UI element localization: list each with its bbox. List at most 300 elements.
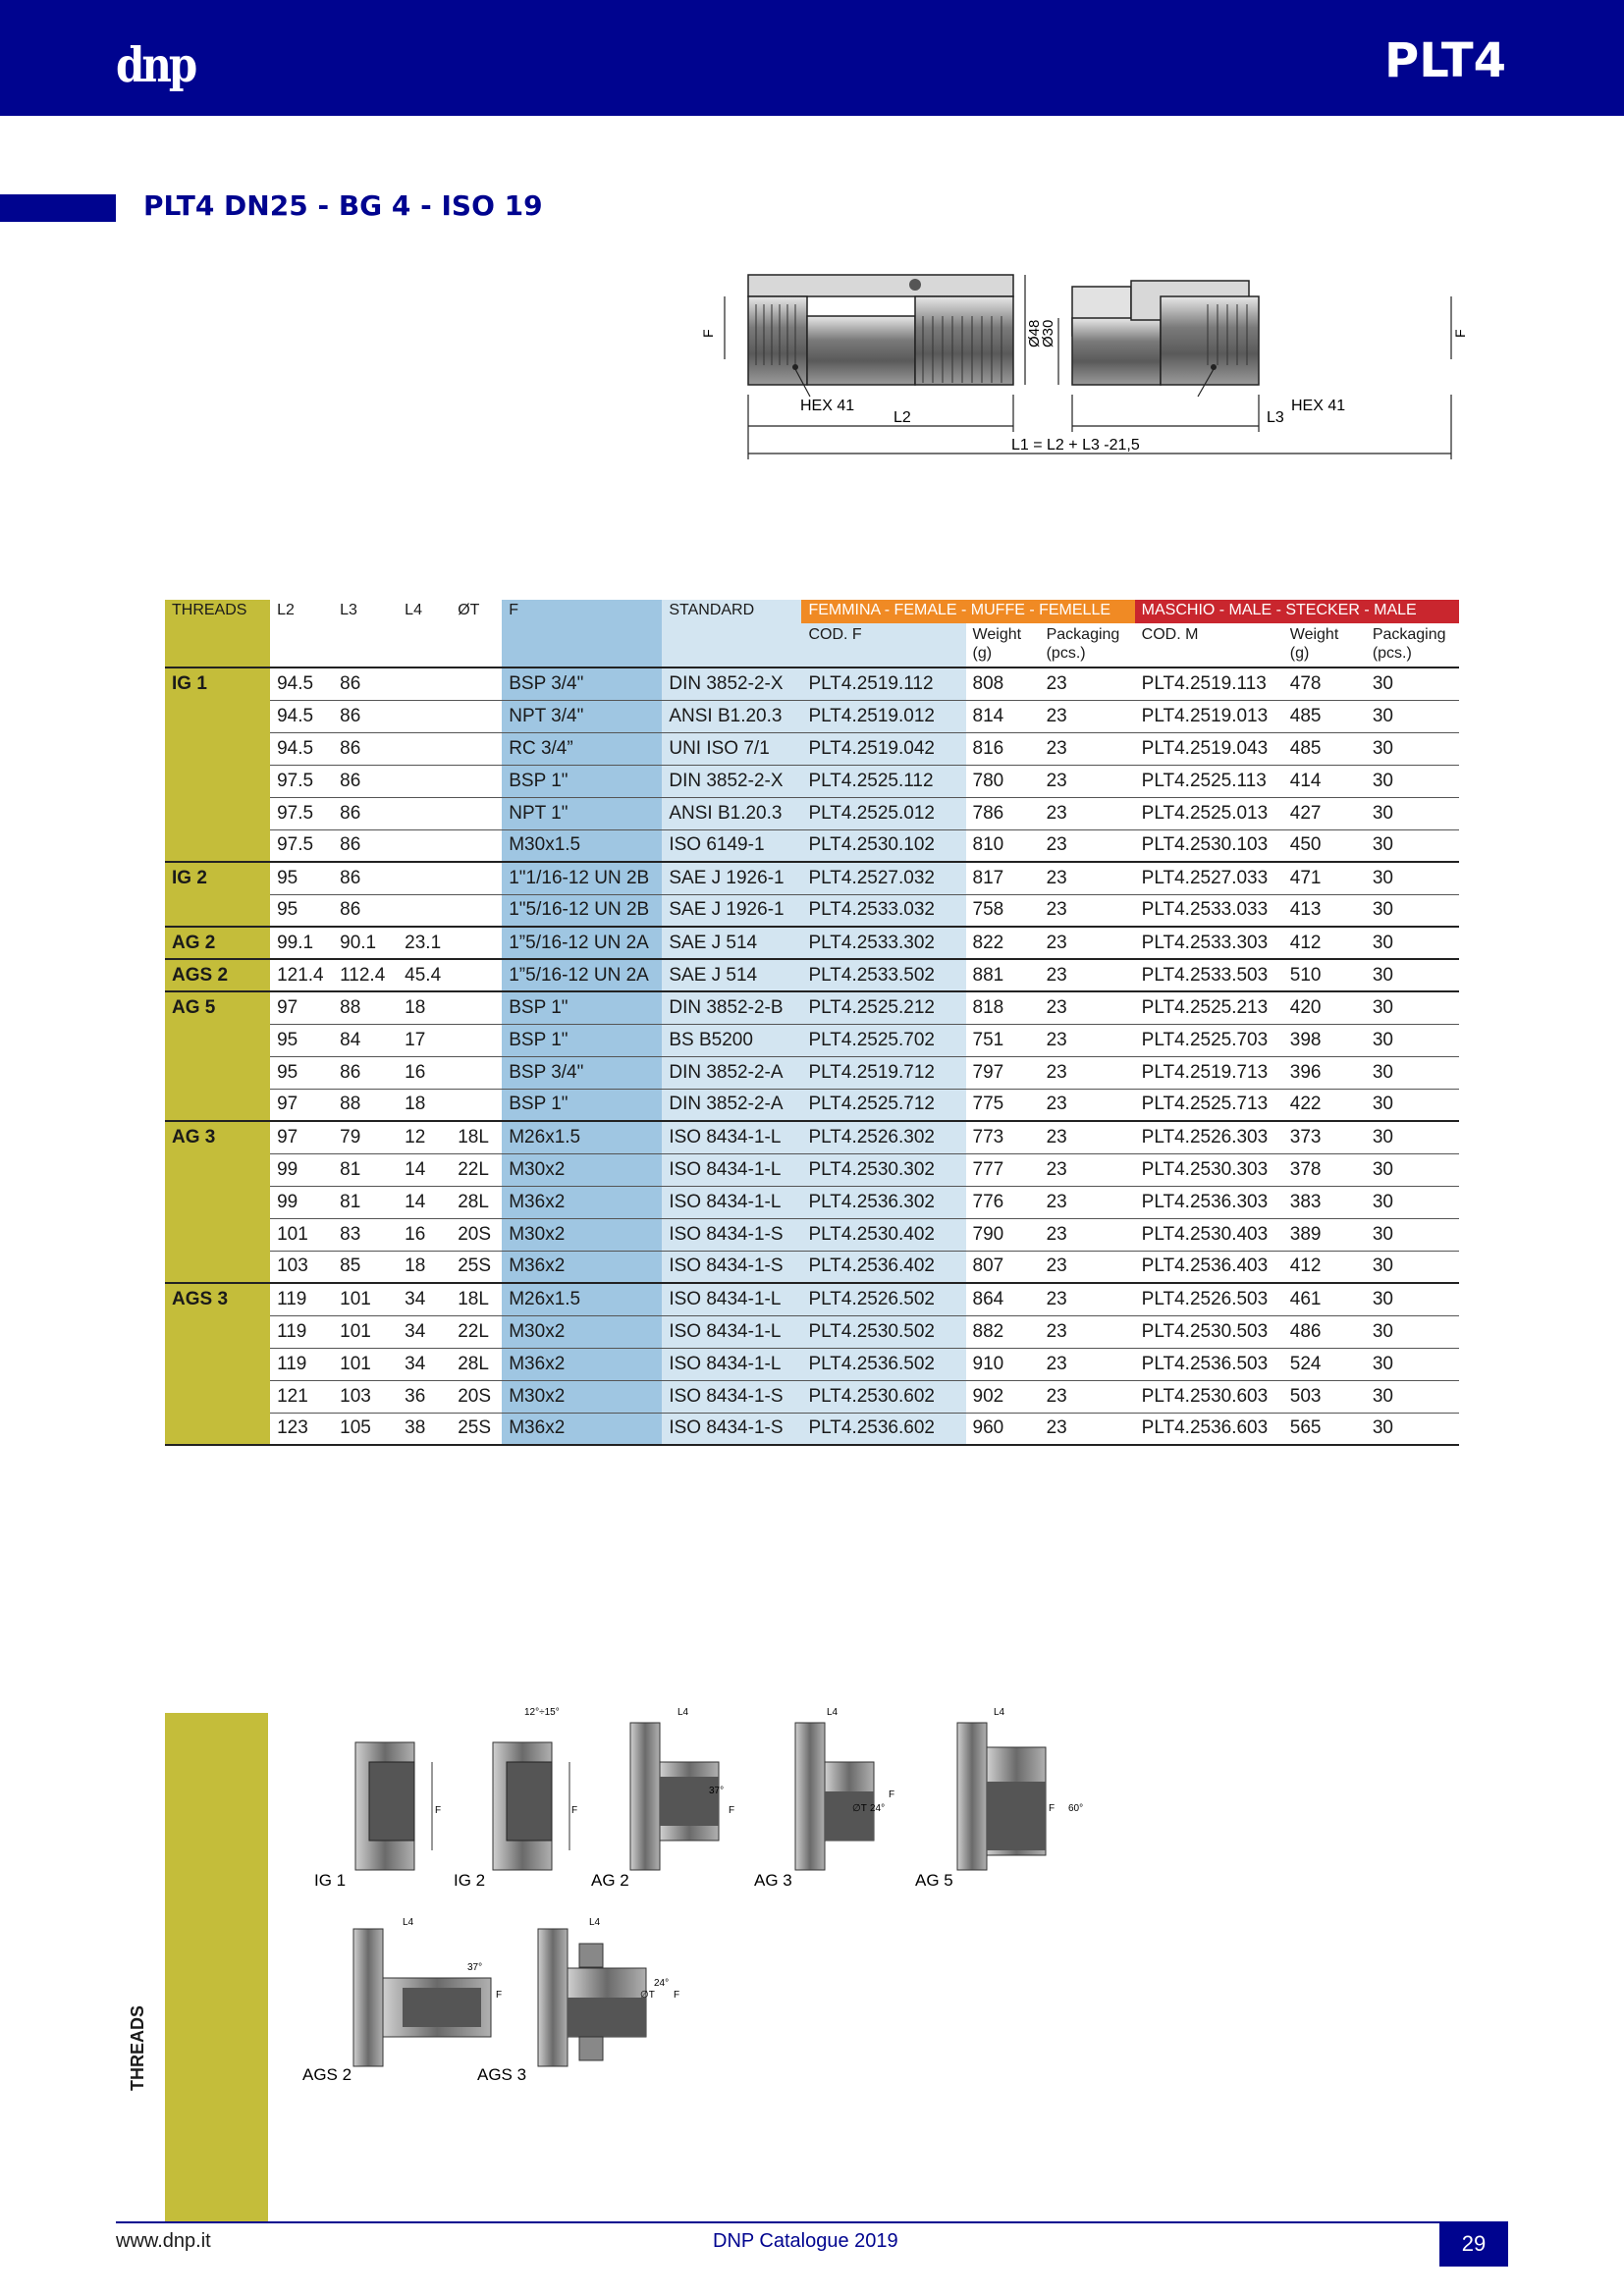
thread-ag3-drawing (795, 1723, 874, 1870)
cell-wm: 503 (1283, 1380, 1366, 1413)
cell-codm: PLT4.2530.303 (1135, 1153, 1283, 1186)
table-body (165, 667, 1459, 1445)
cell-ot (451, 1056, 502, 1089)
cell-codm: PLT4.2530.403 (1135, 1218, 1283, 1251)
cell-codm: PLT4.2530.503 (1135, 1315, 1283, 1348)
table-row (165, 1251, 1459, 1283)
cell-pm: 30 (1366, 1056, 1459, 1089)
cell-ot (451, 829, 502, 862)
table-row (165, 1153, 1459, 1186)
f-dimension-left: F (700, 329, 716, 338)
cell-f: M30x2 (502, 1153, 662, 1186)
cell-ot (451, 765, 502, 797)
cell-f: 1"1/16-12 UN 2B (502, 862, 662, 894)
cell-wm: 420 (1283, 991, 1366, 1024)
cell-codf: PLT4.2519.712 (801, 1056, 965, 1089)
table-row (165, 1218, 1459, 1251)
l2-dim-label: L2 (893, 409, 911, 426)
cell-codf: PLT4.2536.502 (801, 1348, 965, 1380)
cell-pm: 30 (1366, 1186, 1459, 1218)
table-row (165, 1283, 1459, 1315)
table-row (165, 1121, 1459, 1153)
table-row (165, 1056, 1459, 1089)
cell-std: DIN 3852-2-A (662, 1089, 801, 1121)
cell-ot (451, 1024, 502, 1056)
cell-l4 (398, 700, 451, 732)
header-standard: STANDARD (662, 600, 801, 623)
cell-ot (451, 959, 502, 991)
page-number: 29 (1439, 2221, 1508, 2267)
cell-l4: 14 (398, 1186, 451, 1218)
table-row (165, 959, 1459, 991)
cell-codf: PLT4.2527.032 (801, 862, 965, 894)
cell-pf: 23 (1040, 959, 1135, 991)
header-weight-m: Weight (g) (1283, 623, 1366, 667)
cell-ot (451, 1089, 502, 1121)
cell-std: ISO 6149-1 (662, 829, 801, 862)
hex-left-label: HEX 41 (800, 398, 855, 414)
cell-l2: 99 (270, 1186, 333, 1218)
table-row (165, 991, 1459, 1024)
cell-wf: 817 (966, 862, 1040, 894)
cell-f: M36x2 (502, 1186, 662, 1218)
cell-l4 (398, 765, 451, 797)
cell-wf: 910 (966, 1348, 1040, 1380)
cell-codf: PLT4.2533.502 (801, 959, 965, 991)
cell-pf: 23 (1040, 1348, 1135, 1380)
cell-wf: 864 (966, 1283, 1040, 1315)
cell-thread: AG 3 (165, 1121, 270, 1153)
cell-wf: 882 (966, 1315, 1040, 1348)
thread-ig2-label: IG 2 (454, 1871, 486, 1890)
cell-l4 (398, 667, 451, 700)
cell-wf: 775 (966, 1089, 1040, 1121)
table-row (165, 829, 1459, 862)
cell-pf: 23 (1040, 1283, 1135, 1315)
threads-band (165, 1713, 268, 2223)
cell-ot: 20S (451, 1380, 502, 1413)
thread-ag5-angle: 60° (1068, 1803, 1084, 1814)
cell-f: M26x1.5 (502, 1283, 662, 1315)
svg-text:∅T: ∅T (640, 1990, 655, 2001)
header-l2: L2 (277, 602, 295, 618)
cell-l2: 95 (270, 1024, 333, 1056)
cell-wm: 412 (1283, 927, 1366, 959)
table-row (165, 894, 1459, 927)
product-code: PLT4 (1384, 33, 1506, 88)
cell-l4: 18 (398, 1251, 451, 1283)
cell-l3: 88 (333, 991, 398, 1024)
table-row (165, 1315, 1459, 1348)
cell-pm: 30 (1366, 797, 1459, 829)
cell-thread (165, 765, 270, 797)
footer-catalogue: DNP Catalogue 2019 (713, 2230, 898, 2252)
table-row (165, 700, 1459, 732)
cell-std: ISO 8434-1-L (662, 1283, 801, 1315)
thread-ig1-drawing (355, 1742, 432, 1870)
cell-std: DIN 3852-2-B (662, 991, 801, 1024)
product-table (165, 600, 1459, 1446)
svg-text:∅T: ∅T (852, 1803, 867, 1814)
cell-l3: 86 (333, 700, 398, 732)
svg-text:F: F (889, 1789, 895, 1800)
cell-l4: 34 (398, 1283, 451, 1315)
cell-l4: 38 (398, 1413, 451, 1445)
male-coupling-drawing (1072, 281, 1259, 385)
cell-wm: 510 (1283, 959, 1366, 991)
cell-l3: 79 (333, 1121, 398, 1153)
cell-codm: PLT4.2519.713 (1135, 1056, 1283, 1089)
cell-codm: PLT4.2536.603 (1135, 1413, 1283, 1445)
table-row (165, 797, 1459, 829)
cell-ot (451, 732, 502, 765)
cell-f: NPT 1" (502, 797, 662, 829)
cell-wf: 773 (966, 1121, 1040, 1153)
cell-thread (165, 1413, 270, 1445)
cell-l3: 101 (333, 1315, 398, 1348)
cell-l3: 86 (333, 1056, 398, 1089)
cell-wm: 396 (1283, 1056, 1366, 1089)
header-cod-m: COD. M (1135, 623, 1283, 667)
cell-ot: 28L (451, 1186, 502, 1218)
table-row (165, 1186, 1459, 1218)
cell-l2: 97.5 (270, 829, 333, 862)
cell-pf: 23 (1040, 1153, 1135, 1186)
svg-text:F: F (729, 1805, 735, 1816)
cell-pm: 30 (1366, 959, 1459, 991)
diameter-48: Ø48 (1026, 319, 1043, 347)
thread-ags3-label: AGS 3 (477, 2065, 527, 2084)
cell-wm: 478 (1283, 667, 1366, 700)
cell-wf: 810 (966, 829, 1040, 862)
cell-wf: 790 (966, 1218, 1040, 1251)
cell-l4: 16 (398, 1218, 451, 1251)
cell-l3: 81 (333, 1153, 398, 1186)
cell-codm: PLT4.2526.303 (1135, 1121, 1283, 1153)
cell-l2: 103 (270, 1251, 333, 1283)
cell-wm: 427 (1283, 797, 1366, 829)
cell-thread: IG 1 (165, 667, 270, 700)
cell-pf: 23 (1040, 862, 1135, 894)
cell-pm: 30 (1366, 1283, 1459, 1315)
cell-pf: 23 (1040, 1186, 1135, 1218)
cell-l4 (398, 829, 451, 862)
cell-wm: 450 (1283, 829, 1366, 862)
cell-codf: PLT4.2530.102 (801, 829, 965, 862)
cell-pf: 23 (1040, 1251, 1135, 1283)
cell-std: ISO 8434-1-L (662, 1348, 801, 1380)
cell-codm: PLT4.2519.013 (1135, 700, 1283, 732)
cell-pf: 23 (1040, 1121, 1135, 1153)
cell-thread: AGS 2 (165, 959, 270, 991)
cell-f: BSP 3/4" (502, 1056, 662, 1089)
cell-l2: 95 (270, 894, 333, 927)
cell-l3: 90.1 (333, 927, 398, 959)
cell-l4: 12 (398, 1121, 451, 1153)
cell-codm: PLT4.2536.303 (1135, 1186, 1283, 1218)
cell-wm: 485 (1283, 732, 1366, 765)
cell-thread (165, 894, 270, 927)
cell-codm: PLT4.2525.013 (1135, 797, 1283, 829)
cell-f: BSP 1" (502, 1024, 662, 1056)
thread-ags2-label: AGS 2 (302, 2065, 352, 2084)
cell-f: BSP 1" (502, 1089, 662, 1121)
svg-text:L4: L4 (589, 1917, 601, 1928)
cell-codm: PLT4.2519.043 (1135, 732, 1283, 765)
cell-thread (165, 1186, 270, 1218)
cell-l2: 101 (270, 1218, 333, 1251)
cell-codf: PLT4.2525.702 (801, 1024, 965, 1056)
thread-ag2-drawing (630, 1723, 719, 1870)
cell-wf: 960 (966, 1413, 1040, 1445)
cell-l2: 121.4 (270, 959, 333, 991)
cell-codm: PLT4.2530.103 (1135, 829, 1283, 862)
cell-ot: 20S (451, 1218, 502, 1251)
cell-pm: 30 (1366, 862, 1459, 894)
cell-l3: 103 (333, 1380, 398, 1413)
cell-pm: 30 (1366, 1251, 1459, 1283)
l3-dim-label: L3 (1267, 409, 1284, 426)
cell-ot (451, 894, 502, 927)
header-female: FEMMINA - FEMALE - MUFFE - FEMELLE (801, 600, 1134, 623)
svg-text:F: F (496, 1990, 503, 2001)
cell-l2: 99.1 (270, 927, 333, 959)
cell-thread (165, 1153, 270, 1186)
cell-codf: PLT4.2530.302 (801, 1153, 965, 1186)
cell-thread: AG 5 (165, 991, 270, 1024)
cell-codf: PLT4.2519.112 (801, 667, 965, 700)
cell-std: ISO 8434-1-L (662, 1121, 801, 1153)
cell-pm: 30 (1366, 1380, 1459, 1413)
table-row (165, 927, 1459, 959)
cell-wf: 814 (966, 700, 1040, 732)
cell-l3: 84 (333, 1024, 398, 1056)
table-row (165, 667, 1459, 700)
cell-thread (165, 1024, 270, 1056)
cell-thread (165, 1380, 270, 1413)
cell-l4 (398, 862, 451, 894)
cell-std: SAE J 1926-1 (662, 862, 801, 894)
table-row (165, 1024, 1459, 1056)
cell-wf: 751 (966, 1024, 1040, 1056)
cell-codm: PLT4.2525.703 (1135, 1024, 1283, 1056)
cell-l3: 86 (333, 732, 398, 765)
cell-codf: PLT4.2525.112 (801, 765, 965, 797)
cell-wm: 398 (1283, 1024, 1366, 1056)
cell-pf: 23 (1040, 765, 1135, 797)
cell-l2: 123 (270, 1413, 333, 1445)
cell-l2: 99 (270, 1153, 333, 1186)
cell-l4: 34 (398, 1315, 451, 1348)
cell-pf: 23 (1040, 700, 1135, 732)
cell-l3: 88 (333, 1089, 398, 1121)
thread-ag2-angle: 37° (709, 1786, 725, 1796)
cell-wm: 422 (1283, 1089, 1366, 1121)
cell-std: ISO 8434-1-S (662, 1380, 801, 1413)
cell-ot: 18L (451, 1121, 502, 1153)
thread-ag2-label: AG 2 (591, 1871, 629, 1890)
cell-f: 1”5/16-12 UN 2A (502, 927, 662, 959)
title-accent-bar (0, 194, 116, 222)
cell-l2: 97.5 (270, 797, 333, 829)
cell-thread (165, 700, 270, 732)
header-threads: THREADS (165, 600, 270, 623)
cell-ot (451, 667, 502, 700)
cell-l4 (398, 797, 451, 829)
thread-ags2-drawing (353, 1929, 491, 2066)
cell-pf: 23 (1040, 1380, 1135, 1413)
cell-thread (165, 1348, 270, 1380)
cell-codf: PLT4.2533.302 (801, 927, 965, 959)
cell-thread (165, 1315, 270, 1348)
cell-wm: 414 (1283, 765, 1366, 797)
svg-text:L4: L4 (677, 1707, 689, 1718)
cell-pf: 23 (1040, 829, 1135, 862)
cell-f: M30x1.5 (502, 829, 662, 862)
cell-pf: 23 (1040, 667, 1135, 700)
cell-l2: 119 (270, 1283, 333, 1315)
cell-pf: 23 (1040, 1413, 1135, 1445)
cell-l2: 97 (270, 991, 333, 1024)
cell-l2: 119 (270, 1315, 333, 1348)
cell-l3: 101 (333, 1283, 398, 1315)
cell-l2: 97.5 (270, 765, 333, 797)
cell-std: ANSI B1.20.3 (662, 797, 801, 829)
cell-wf: 816 (966, 732, 1040, 765)
thread-ig2-angle: 12°÷15° (524, 1707, 560, 1718)
cell-pm: 30 (1366, 1153, 1459, 1186)
cell-ot: 22L (451, 1153, 502, 1186)
thread-ags3-angle: 24° (654, 1978, 670, 1989)
cell-f: M36x2 (502, 1348, 662, 1380)
cell-l4: 34 (398, 1348, 451, 1380)
cell-std: DIN 3852-2-X (662, 667, 801, 700)
cell-wm: 378 (1283, 1153, 1366, 1186)
page-title: PLT4 DN25 - BG 4 - ISO 19 (143, 189, 543, 222)
cell-codf: PLT4.2536.302 (801, 1186, 965, 1218)
table-row (165, 1089, 1459, 1121)
cell-std: ISO 8434-1-S (662, 1251, 801, 1283)
cell-l3: 86 (333, 797, 398, 829)
cell-codm: PLT4.2536.403 (1135, 1251, 1283, 1283)
cell-l2: 95 (270, 1056, 333, 1089)
thread-ig2-drawing (493, 1742, 569, 1870)
cell-pf: 23 (1040, 927, 1135, 959)
cell-l3: 86 (333, 894, 398, 927)
cell-l3: 112.4 (333, 959, 398, 991)
cell-l4: 18 (398, 991, 451, 1024)
footer-website[interactable]: www.dnp.it (116, 2230, 211, 2252)
cell-wm: 373 (1283, 1121, 1366, 1153)
cell-wm: 412 (1283, 1251, 1366, 1283)
cell-std: DIN 3852-2-X (662, 765, 801, 797)
cell-l2: 94.5 (270, 667, 333, 700)
cell-std: ISO 8434-1-L (662, 1315, 801, 1348)
cell-codm: PLT4.2530.603 (1135, 1380, 1283, 1413)
cell-pm: 30 (1366, 829, 1459, 862)
cell-l4: 23.1 (398, 927, 451, 959)
header-packaging-f: Packaging (pcs.) (1040, 623, 1135, 667)
cell-std: ISO 8434-1-S (662, 1413, 801, 1445)
cell-pf: 23 (1040, 1218, 1135, 1251)
cell-codf: PLT4.2526.502 (801, 1283, 965, 1315)
cell-ot: 25S (451, 1251, 502, 1283)
cell-std: BS B5200 (662, 1024, 801, 1056)
cell-l3: 86 (333, 765, 398, 797)
cell-pm: 30 (1366, 765, 1459, 797)
diameter-30: Ø30 (1040, 319, 1056, 347)
cell-ot: 22L (451, 1315, 502, 1348)
cell-wm: 461 (1283, 1283, 1366, 1315)
cell-pf: 23 (1040, 1024, 1135, 1056)
table-row (165, 1380, 1459, 1413)
cell-wm: 383 (1283, 1186, 1366, 1218)
cell-l2: 97 (270, 1121, 333, 1153)
cell-codf: PLT4.2525.212 (801, 991, 965, 1024)
coupling-spec-table (165, 600, 1459, 1446)
cell-codf: PLT4.2519.012 (801, 700, 965, 732)
thread-types-drawing (285, 1703, 1463, 2155)
cell-pm: 30 (1366, 1413, 1459, 1445)
cell-wm: 413 (1283, 894, 1366, 927)
cell-std: UNI ISO 7/1 (662, 732, 801, 765)
cell-l4: 18 (398, 1089, 451, 1121)
cell-wf: 807 (966, 1251, 1040, 1283)
cell-ot (451, 991, 502, 1024)
header-cod-f: COD. F (801, 623, 965, 667)
cell-codf: PLT4.2533.032 (801, 894, 965, 927)
header-l4: L4 (405, 602, 422, 618)
cell-wf: 786 (966, 797, 1040, 829)
cell-wf: 808 (966, 667, 1040, 700)
cell-f: M36x2 (502, 1251, 662, 1283)
cell-pm: 30 (1366, 1024, 1459, 1056)
cell-f: M30x2 (502, 1315, 662, 1348)
cell-std: ISO 8434-1-L (662, 1153, 801, 1186)
cell-l2: 121 (270, 1380, 333, 1413)
svg-text:F: F (571, 1805, 578, 1816)
cell-wf: 797 (966, 1056, 1040, 1089)
svg-text:F: F (674, 1990, 680, 2001)
svg-text:F: F (1049, 1803, 1056, 1814)
f-dimension-right: F (1452, 329, 1468, 338)
cell-l2: 94.5 (270, 700, 333, 732)
cell-ot (451, 700, 502, 732)
cell-wm: 524 (1283, 1348, 1366, 1380)
cell-codm: PLT4.2536.503 (1135, 1348, 1283, 1380)
cell-thread (165, 1056, 270, 1089)
cell-pm: 30 (1366, 991, 1459, 1024)
thread-ig1-label: IG 1 (314, 1871, 347, 1890)
cell-l3: 85 (333, 1251, 398, 1283)
cell-f: 1”5/16-12 UN 2A (502, 959, 662, 991)
cell-thread (165, 1218, 270, 1251)
cell-l4 (398, 732, 451, 765)
cell-l3: 86 (333, 667, 398, 700)
cell-codf: PLT4.2536.402 (801, 1251, 965, 1283)
cell-std: SAE J 1926-1 (662, 894, 801, 927)
header-packaging-m: Packaging (pcs.) (1366, 623, 1459, 667)
cell-codm: PLT4.2533.503 (1135, 959, 1283, 991)
page-header (0, 0, 1624, 116)
footer-divider (116, 2221, 1508, 2223)
cell-f: NPT 3/4" (502, 700, 662, 732)
cell-pf: 23 (1040, 797, 1135, 829)
thread-ag5-label: AG 5 (915, 1871, 953, 1890)
cell-l3: 86 (333, 862, 398, 894)
cell-l3: 81 (333, 1186, 398, 1218)
table-row (165, 1413, 1459, 1445)
